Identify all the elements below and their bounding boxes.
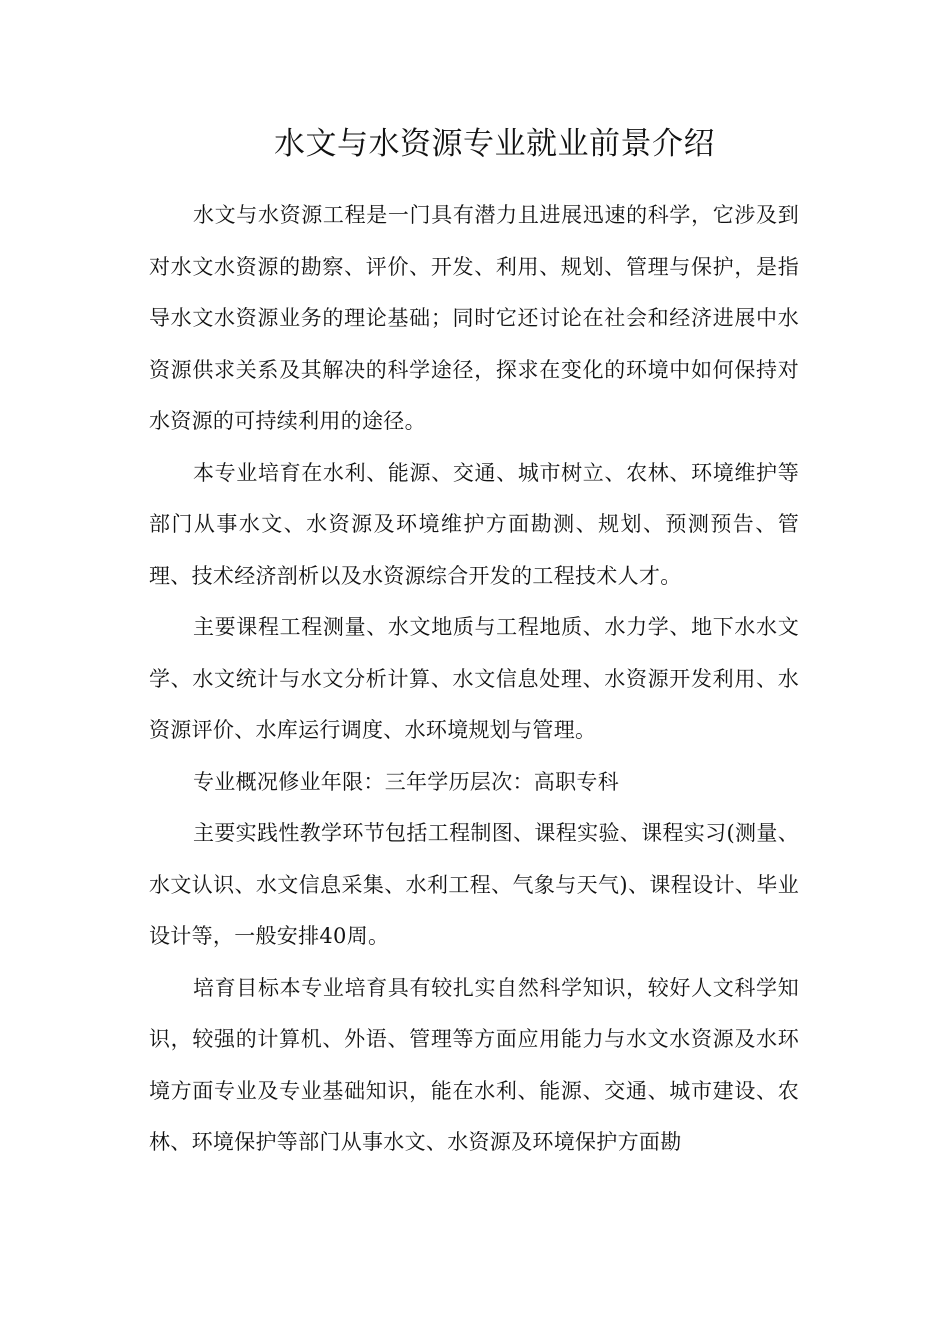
paragraph-courses: 主要课程工程测量、水文地质与工程地质、水力学、地下水水文学、水文统计与水文分析计算、水文信息处理、水资源开发利用、水资源评价、水库运行调度、水环境规划与管理。	[149, 615, 799, 742]
paragraph-program-info: 专业概况修业年限：三年学历层次：高职专科	[193, 769, 619, 794]
document-title: 水文与水资源专业就业前景介绍	[274, 126, 715, 162]
paragraph-goals: 培育目标本专业培育具有较扎实自然科学知识，较好人文科学知识，较强的计算机、外语、管理等方面应用能力与水文水资源及水环境方面专业及专业基础知识，能在水利、能源、交通、城市建设、农林、环境保护等部门从事水文、水资源及环境保护方面勘	[149, 975, 799, 1154]
paragraph-overview: 水文与水资源工程是一门具有潜力且进展迅速的科学，它涉及到对水文水资源的勘察、评价、开发、利用、规划、管理与保护，是指导水文水资源业务的理论基础；同时它还讨论在社会和经济进展中水资源供求关系及其解决的科学途径，探求在变化的环境中如何保持对水资源的可持续利用的途径。	[149, 203, 799, 433]
paragraph-training: 本专业培育在水利、能源、交通、城市树立、农林、环境维护等部门从事水文、水资源及环境维护方面勘测、规划、预测预告、管理、技术经济剖析以及水资源综合开发的工程技术人才。	[149, 460, 799, 588]
paragraph-practice: 主要实践性教学环节包括工程制图、课程实验、课程实习(测量、水文认识、水文信息采集、水利工程、气象与天气)、课程设计、毕业设计等，一般安排40周。	[149, 821, 799, 948]
document-body	[149, 190, 799, 1169]
